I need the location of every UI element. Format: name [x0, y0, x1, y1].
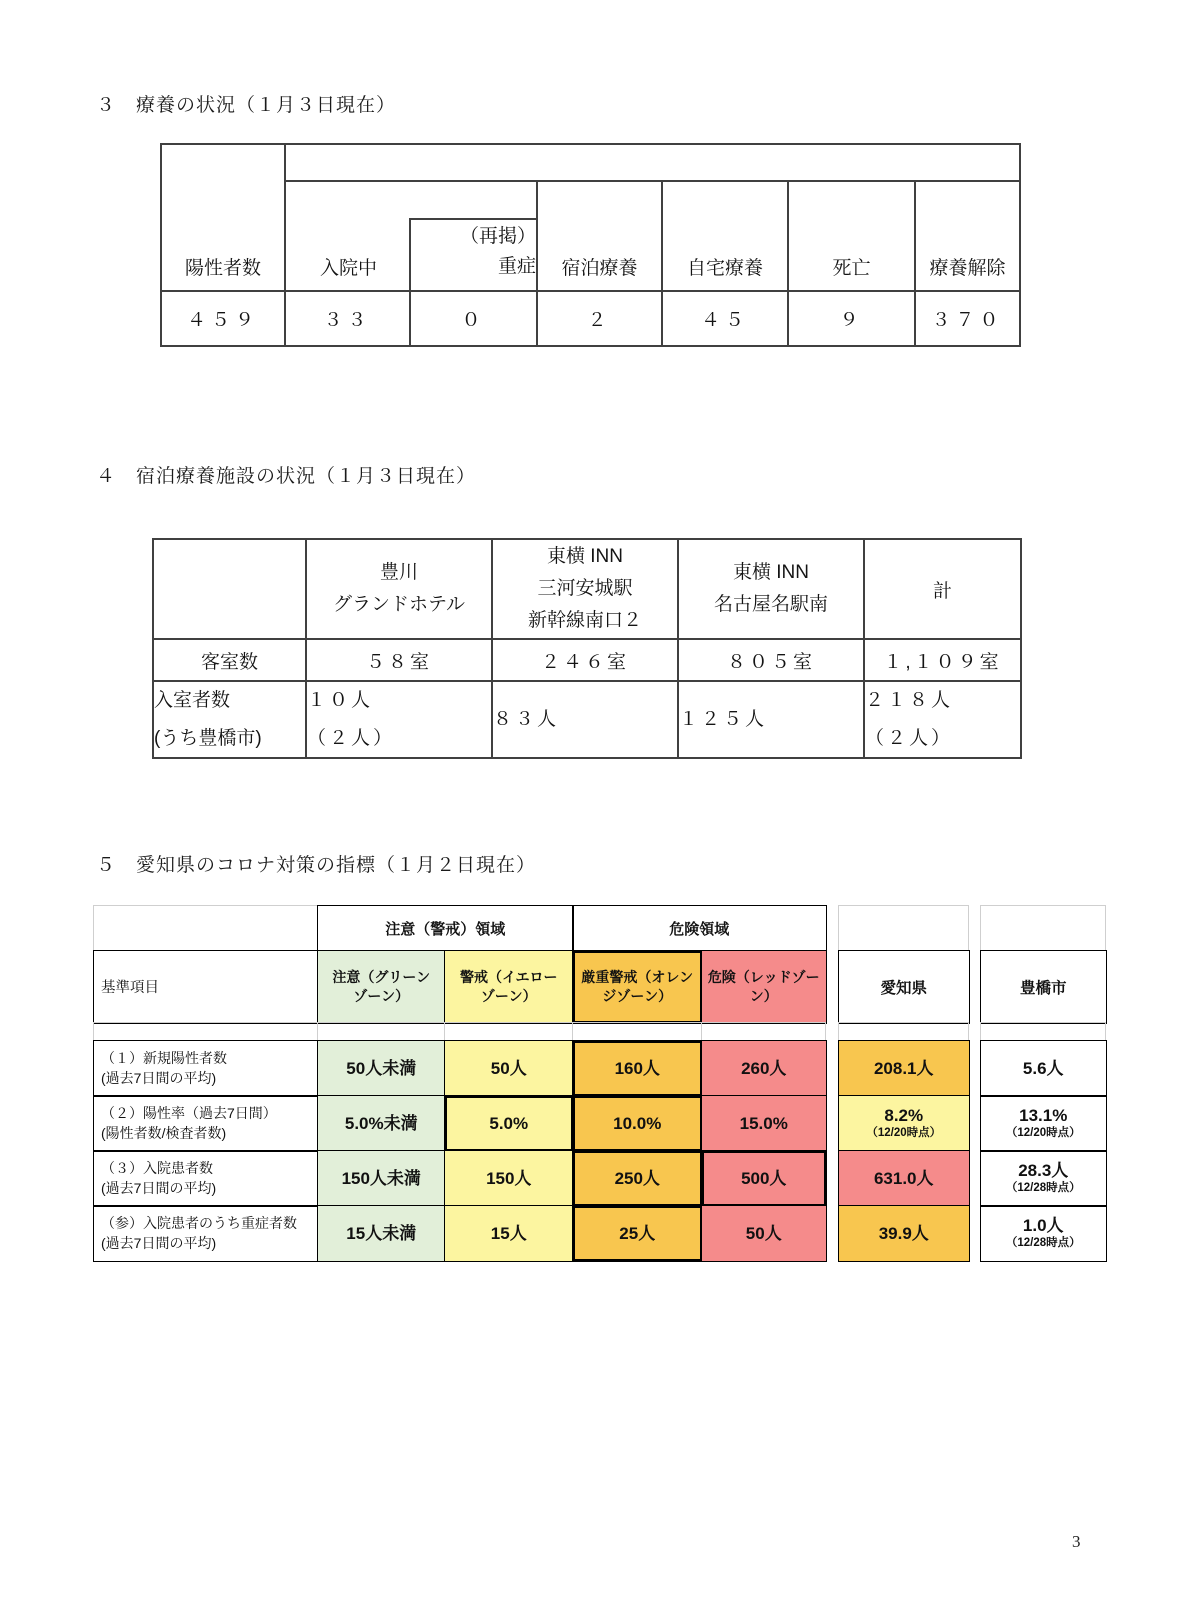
t3-row1-label: [93, 1040, 319, 1097]
t3-row3-toyohashi-note: （12/28時点）: [1005, 1182, 1081, 1195]
t3-row3-toyohashi: [980, 1150, 1107, 1207]
t3-row1-toyohashi-value: 5.6人: [1022, 1058, 1064, 1078]
t3-zone-green-line2: ゾーン）: [353, 987, 410, 1004]
t3-row4-label-line2: (過去7日間の平均): [101, 1235, 217, 1252]
t3-row4-toyohashi-note: （12/28時点）: [1005, 1237, 1081, 1250]
t3-row3-red: 500人: [701, 1150, 827, 1207]
t2-occ-label-line1: 入室者数: [154, 689, 231, 711]
t2-header-total: 計: [863, 538, 1022, 640]
t2-rooms-label: 客室数: [152, 638, 307, 682]
t3-row4-label: [93, 1205, 319, 1262]
t3-row1-aichi-value: 208.1人: [873, 1058, 934, 1078]
t2-rooms-mikawa: ２４６室: [491, 638, 679, 682]
t1-severe-label: 重症: [497, 256, 536, 277]
t2-occ-total: [863, 680, 1022, 759]
t3-row2-label: [93, 1095, 319, 1152]
t3-row1-label-line1: （１）新規陽性者数: [101, 1050, 227, 1067]
t1-value-death: ９: [787, 290, 916, 347]
t3-spacer-yellow: [444, 1022, 573, 1041]
t2-toyokawa-line2: グランドホテル: [332, 594, 466, 615]
t3-row1-red: 260人: [701, 1040, 827, 1097]
t3-row3-yellow: 150人: [444, 1150, 574, 1207]
t2-nagoya-line2: 名古屋名駅南: [713, 594, 828, 615]
t3-spacer-red: [701, 1022, 826, 1041]
t1-header-severe: [409, 218, 538, 292]
t3-zone-yellow-line1: 警戒（イエロー: [460, 968, 558, 985]
t3-row2-aichi-value: 8.2%: [884, 1106, 924, 1126]
t1-header-home: 自宅療養: [661, 180, 789, 292]
t3-row2-yellow: 5.0%: [444, 1095, 574, 1152]
t1-top-strip: [284, 143, 1021, 182]
t1-value-severe: ０: [409, 290, 538, 347]
section4-title: ４ 宿泊療養施設の状況（１月３日現在）: [96, 466, 477, 487]
t3-criteria-label: 基準項目: [93, 950, 319, 1024]
t3-row2-toyohashi: [980, 1095, 1107, 1152]
t1-header-hotel: 宿泊療養: [536, 180, 663, 292]
t2-header-nagoya: [677, 538, 865, 640]
t3-zone-red-line1: 危険（レッドゾー: [707, 968, 820, 985]
t2-occ-label: [152, 680, 307, 759]
t3-row3-aichi: [838, 1150, 970, 1207]
t2-rooms-toyokawa: ５８室: [305, 638, 493, 682]
t3-row1-aichi: [838, 1040, 970, 1097]
t3-zone-orange-header: [572, 950, 703, 1024]
t3-zone-orange-line1: 厳重警戒（オレン: [581, 968, 694, 985]
t2-mikawa-line3: 新幹線南口２: [527, 610, 642, 631]
t1-value-hospitalized: ３３: [284, 290, 411, 347]
t2-occ-total-sub: （２人）: [865, 727, 954, 749]
t3-group-danger: 危険領域: [572, 905, 827, 952]
t2-header-empty: [152, 538, 307, 640]
t3-row4-toyohashi: [980, 1205, 1107, 1262]
t3-row1-orange: 160人: [572, 1040, 703, 1097]
t3-row4-toyohashi-value: 1.0人: [1022, 1216, 1064, 1236]
t3-row4-orange: 25人: [572, 1205, 703, 1262]
t3-row3-aichi-value: 631.0人: [873, 1168, 934, 1188]
t3-zone-orange-line2: ジゾーン）: [602, 987, 673, 1004]
section5-title: ５ 愛知県のコロナ対策の指標（１月２日現在）: [96, 855, 537, 876]
t3-row1-label-line2: (過去7日間の平均): [101, 1070, 217, 1087]
t3-row2-red: 15.0%: [701, 1095, 827, 1152]
t3-row3-green: 150人未満: [317, 1150, 446, 1207]
t3-row4-aichi-value: 39.9人: [878, 1223, 929, 1243]
t3-zone-yellow-line2: ゾーン）: [480, 987, 537, 1004]
t3-spacer-toyohashi: [980, 1022, 1106, 1041]
t3-zone-yellow-header: [444, 950, 574, 1024]
t3-row3-label-line2: (過去7日間の平均): [101, 1180, 217, 1197]
page-number: 3: [1072, 1532, 1081, 1551]
t2-mikawa-line1: 東横 INN: [546, 546, 623, 567]
t3-row2-toyohashi-note: （12/20時点）: [1005, 1127, 1081, 1140]
section3-title: ３ 療養の状況（１月３日現在）: [96, 95, 397, 116]
t2-toyokawa-line1: 豊川: [379, 562, 418, 583]
t2-header-toyokawa: [305, 538, 493, 640]
t1-value-positive: ４５９: [160, 290, 286, 347]
t3-row2-label-line2: (陽性者数/検査者数): [101, 1125, 227, 1142]
t3-row2-aichi: [838, 1095, 970, 1152]
t1-value-hotel: ２: [536, 290, 663, 347]
t1-severe-note: （再掲）: [459, 226, 536, 247]
t2-rooms-total: １,１０９室: [863, 638, 1022, 682]
t3-row1-yellow: 50人: [444, 1040, 574, 1097]
t2-occ-mikawa: [491, 680, 679, 759]
t2-occ-nagoya: [677, 680, 865, 759]
t2-occ-mikawa-main: ８３人: [493, 708, 560, 730]
t1-header-released: 療養解除: [914, 180, 1021, 292]
t3-row2-green: 5.0%未満: [317, 1095, 446, 1152]
t3-row2-aichi-note: （12/20時点）: [866, 1127, 942, 1140]
t2-occ-toyokawa: [305, 680, 493, 759]
t1-header-death: 死亡: [787, 180, 916, 292]
t3-region-aichi-header: 愛知県: [838, 950, 970, 1024]
t3-group-caution: 注意（警戒）領域: [317, 905, 574, 952]
t3-zone-green-header: [317, 950, 446, 1024]
t1-value-home: ４５: [661, 290, 789, 347]
t3-row2-label-line1: （２）陽性率（過去7日間）: [101, 1105, 277, 1122]
t3-row2-toyohashi-value: 13.1%: [1019, 1106, 1068, 1126]
t3-row4-green: 15人未満: [317, 1205, 446, 1262]
t3-row4-aichi: [838, 1205, 970, 1262]
t3-spacer-green: [317, 1022, 445, 1041]
t3-zone-green-line1: 注意（グリーン: [332, 968, 431, 985]
t3-row3-label: [93, 1150, 319, 1207]
t2-rooms-nagoya: ８０５室: [677, 638, 865, 682]
t1-header-positive: 陽性者数: [160, 143, 286, 292]
t2-header-mikawa: [491, 538, 679, 640]
t1-header-hospitalized: 入院中: [319, 258, 377, 279]
t3-region-toyohashi-header: 豊橋市: [980, 950, 1107, 1024]
t1-value-released: ３７０: [914, 290, 1021, 347]
t3-top-empty-left: [93, 905, 318, 951]
t2-mikawa-line2: 三河安城駅: [537, 578, 633, 599]
t3-row4-label-line1: （参）入院患者のうち重症者数: [101, 1215, 297, 1232]
t3-row3-label-line1: （３）入院患者数: [101, 1160, 213, 1177]
t3-spacer-orange: [572, 1022, 702, 1041]
t3-row2-orange: 10.0%: [572, 1095, 703, 1152]
t3-row4-red: 50人: [701, 1205, 827, 1262]
t3-row3-toyohashi-value: 28.3人: [1018, 1161, 1069, 1181]
t3-row1-toyohashi: [980, 1040, 1107, 1097]
t3-zone-red-line2: ン）: [749, 987, 778, 1004]
t2-occ-label-line2: (うち豊橋市): [154, 727, 262, 749]
t3-row1-green: 50人未満: [317, 1040, 446, 1097]
t3-row3-orange: 250人: [572, 1150, 703, 1207]
t2-occ-nagoya-main: １２５人: [679, 708, 768, 730]
t3-top-empty-aichi: [838, 905, 969, 951]
t3-spacer-aichi: [838, 1022, 969, 1041]
t2-occ-total-main: ２１８人: [865, 689, 954, 711]
t2-occ-toyokawa-sub: （２人）: [307, 727, 396, 749]
t3-spacer-label: [93, 1022, 318, 1041]
t3-zone-red-header: [701, 950, 827, 1024]
t2-occ-toyokawa-main: １０人: [307, 689, 374, 711]
t3-row4-yellow: 15人: [444, 1205, 574, 1262]
t3-top-empty-toyohashi: [980, 905, 1106, 951]
t2-nagoya-line1: 東横 INN: [732, 562, 809, 583]
